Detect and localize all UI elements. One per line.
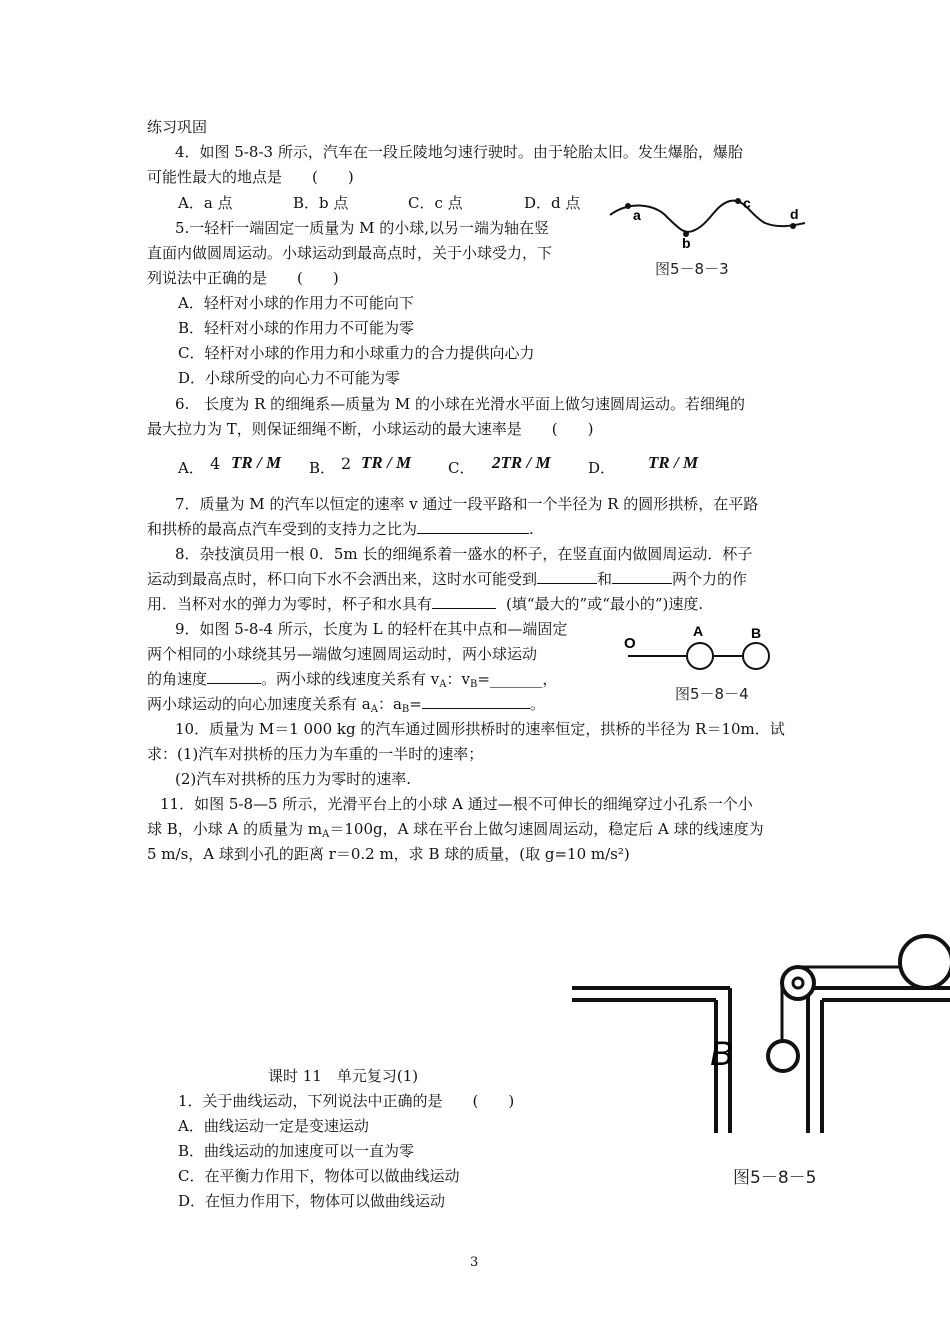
ball-a-label: A xyxy=(693,624,704,639)
q8-stem-text-c: 两个力的作 xyxy=(672,570,748,588)
q8-stem-text-a: 运动到最高点时，杯口向下水不会洒出来，这时水可能受到 xyxy=(147,570,538,588)
q8-stem-text-d: 用．当杯对水的弹力为零时，杯子和水具有 xyxy=(147,595,433,613)
q5-option-b: B．轻杆对小球的作用力不可能为零 xyxy=(178,319,415,337)
q4-option-b: B．b 点 xyxy=(293,194,349,212)
point-d-label: d xyxy=(790,206,799,222)
q9-text-c: ：v xyxy=(446,670,470,688)
q8-stem-line2 xyxy=(147,569,747,589)
point-a-label: a xyxy=(633,207,641,223)
ball-b-label: B xyxy=(751,625,762,641)
q9-blank-1[interactable] xyxy=(207,669,261,684)
ball-b xyxy=(768,1041,798,1071)
point-b-label: b xyxy=(682,235,691,251)
q10-stem-line1: 10．质量为 M＝1 000 kg 的汽车通过圆形拱桥时的速率恒定，拱桥的半径为 R＝10m．试 xyxy=(175,720,785,738)
point-c-marker xyxy=(735,198,741,204)
q8-stem-text-e: (填“最大的”或“最小的”)速度. xyxy=(506,595,704,613)
pivot-o-label: O xyxy=(624,635,636,652)
q8-stem-text-b: 和 xyxy=(597,570,613,588)
lesson-q1-option-d: D．在恒力作用下，物体可以做曲线运动 xyxy=(178,1192,446,1210)
point-a-marker xyxy=(625,203,631,209)
q8-blank-3[interactable] xyxy=(432,594,496,609)
q9-stem-line4 xyxy=(147,694,545,720)
lesson-title: 课时 11 单元复习(1) xyxy=(268,1067,419,1085)
q9-text-b: 。两小球的线速度关系有 v xyxy=(261,670,440,688)
q7-stem-text: 和拱桥的最高点汽车受到的支持力之比为 xyxy=(147,520,418,538)
q6-option-b-expr: TR / M xyxy=(361,453,412,472)
q6-option-a-coef: 4 xyxy=(210,454,221,473)
q9-text-g: = xyxy=(409,695,422,713)
q6-option-a-expr: TR / M xyxy=(231,453,282,472)
figure-5-8-3-caption: 图5－8－3 xyxy=(655,260,729,278)
q4-stem-line1: 4．如图 5-8-3 所示，汽车在一段丘陵地匀速行驶时。由于轮胎太旧。发生爆胎，爆胎 xyxy=(175,143,743,161)
q9-sub-b: B xyxy=(469,679,478,690)
ball-b-label: B xyxy=(710,1035,733,1073)
q9-sub-a2: A xyxy=(370,704,378,715)
q9-text-a: 的角速度 xyxy=(147,670,208,688)
q4-option-a: A．a 点 xyxy=(178,194,233,212)
q5-stem-line1: 5.一轻杆一端固定一质量为 M 的小球,以另一端为轴在竖 xyxy=(175,219,549,237)
q9-stem-line1: 9．如图 5-8-4 所示，长度为 L 的轻杆在其中点和—端固定 xyxy=(175,620,568,638)
q6-option-d-expr: TR / M xyxy=(648,453,699,472)
q5-stem-line3: 列说法中正确的是 ( ) xyxy=(147,269,339,287)
q8-blank-1[interactable] xyxy=(537,569,597,584)
q9-text-e: 两小球运动的向心加速度关系有 a xyxy=(147,695,371,713)
q9-stem-line2: 两个相同的小球绕其另—端做匀速圆周运动时，两小球运动 xyxy=(147,645,538,663)
ball-b xyxy=(743,643,769,669)
section-title: 练习巩固 xyxy=(147,118,208,136)
q8-blank-2[interactable] xyxy=(612,569,672,584)
q10-stem-line2: 求：(1)汽车对拱桥的压力为车重的一半时的速率； xyxy=(147,745,484,763)
figure-5-8-4-caption: 图5－8－4 xyxy=(675,685,749,703)
ball-a xyxy=(687,643,713,669)
q9-sub-a: A xyxy=(439,679,447,690)
lesson-q1-option-b: B．曲线运动的加速度可以一直为零 xyxy=(178,1142,415,1160)
q8-stem-line1: 8．杂技演员用一根 0．5m 长的细绳系着一盛水的杯子，在竖直面内做圆周运动．杯子 xyxy=(175,545,753,563)
q6-stem-line1: 6. 长度为 R 的细绳系—质量为 M 的小球在光滑水平面上做匀速圆周运动。若细绳的 xyxy=(175,395,746,413)
q9-sub-b2: B xyxy=(401,704,410,715)
q11-stem-line1: 11．如图 5-8—5 所示，光滑平台上的小球 A 通过—根不可伸长的细绳穿过小孔系一个小 xyxy=(160,795,753,813)
lesson-q1-option-a: A．曲线运动一定是变速运动 xyxy=(178,1117,369,1135)
platform-hole-figure xyxy=(568,928,950,1133)
q11-text-a: 球 B，小球 A 的质量为 m xyxy=(147,820,323,838)
q6-option-b-coef: 2 xyxy=(341,454,352,473)
q10-stem-line3: (2)汽车对拱桥的压力为零时的速率. xyxy=(175,770,412,788)
ball-a xyxy=(900,936,950,988)
q9-text-h: 。 xyxy=(529,695,545,713)
q6-option-b-label: B． xyxy=(309,459,336,477)
q6-option-c-expr: 2TR / M xyxy=(492,453,551,472)
q6-option-c-label: C． xyxy=(448,459,475,477)
q4-stem-line2: 可能性最大的地点是 ( ) xyxy=(147,168,354,186)
figure-5-8-5-caption: 图5－8－5 xyxy=(733,1168,817,1188)
point-c-label: c xyxy=(743,195,751,211)
q5-stem-line2: 直面内做圆周运动。小球运动到最高点时，关于小球受力，下 xyxy=(147,244,553,262)
q5-option-a: A．轻杆对小球的作用力不可能向下 xyxy=(178,294,414,312)
q5-option-c: C．轻杆对小球的作用力和小球重力的合力提供向心力 xyxy=(178,344,535,362)
q6-options-row xyxy=(0,452,950,478)
q9-blank-2[interactable] xyxy=(422,694,530,709)
q6-option-a-label: A． xyxy=(178,459,204,477)
q6-option-d-label: D． xyxy=(588,459,616,477)
q11-sub-a: A xyxy=(322,829,330,840)
q5-option-d: D．小球所受的向心力不可能为零 xyxy=(178,369,401,387)
q7-stem-line2 xyxy=(147,519,534,539)
q4-option-c: C．c 点 xyxy=(408,194,463,212)
q11-stem-line2 xyxy=(147,819,764,845)
q8-stem-line3 xyxy=(147,594,703,614)
q6-stem-line2: 最大拉力为 T，则保证细绳不断，小球运动的最大速率是 ( ) xyxy=(147,420,594,438)
q7-answer-blank[interactable] xyxy=(417,519,529,534)
rod-two-balls-figure xyxy=(620,624,780,676)
q4-option-d: D．d 点 xyxy=(524,194,581,212)
q11-stem-line3: 5 m/s，A 球到小孔的距离 r＝0.2 m，求 B 球的质量，(取 g=10 m/s²) xyxy=(147,845,630,863)
page-number: 3 xyxy=(470,1255,479,1270)
lesson-q1-stem: 1．关于曲线运动，下列说法中正确的是 ( ) xyxy=(178,1092,515,1110)
q9-stem-line3 xyxy=(147,669,557,695)
q9-text-f: ：a xyxy=(377,695,402,713)
q11-text-b: ＝100g，A 球在平台上做匀速圆周运动，稳定后 A 球的线速度为 xyxy=(329,820,764,838)
point-d-marker xyxy=(790,223,796,229)
hill-road-figure xyxy=(600,195,810,255)
q9-text-d: =_______， xyxy=(477,670,558,688)
q7-stem-end: . xyxy=(529,520,534,538)
lesson-q1-option-c: C．在平衡力作用下，物体可以做曲线运动 xyxy=(178,1167,460,1185)
q7-stem-line1: 7．质量为 M 的汽车以恒定的速率 v 通过一段平路和一个半径为 R 的圆形拱桥，在平路 xyxy=(175,495,759,513)
